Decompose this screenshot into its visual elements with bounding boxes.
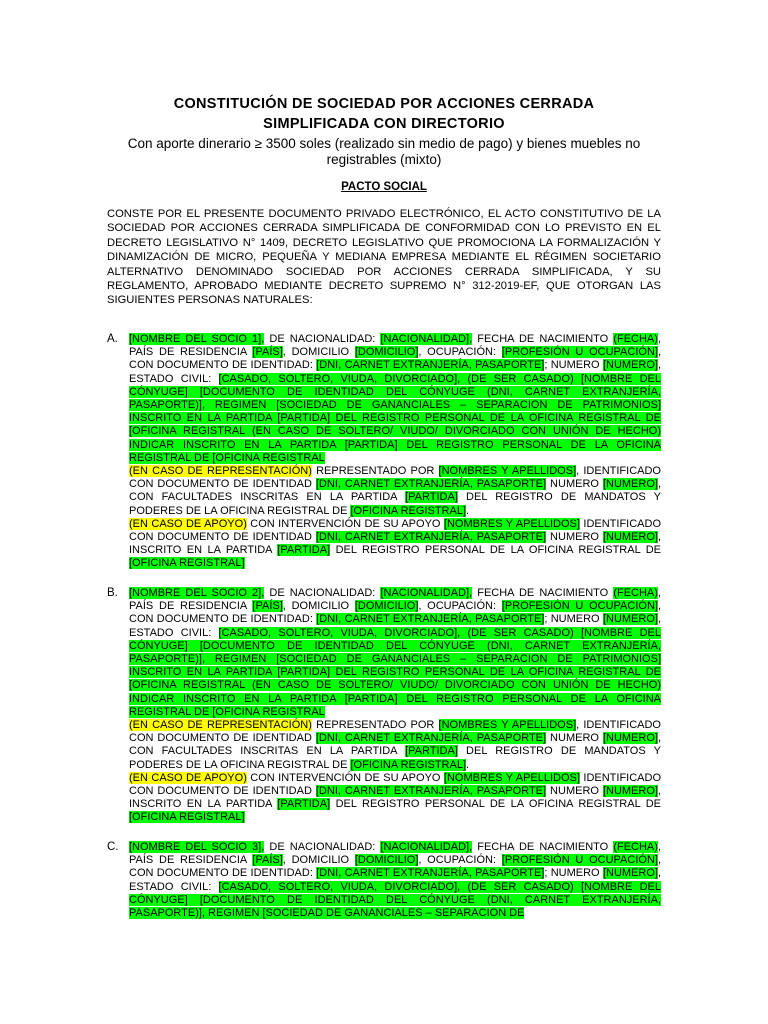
section-heading: PACTO SOCIAL [341, 181, 427, 193]
support-number-field: [NUMERO] [602, 531, 658, 544]
clause-b-representation: (EN CASO DE REPRESENTACIÓN) REPRESENTADO POR [NOMBRES Y APELLIDOS], IDENTIFICADO CON DOCUMENTO DE IDENTIDAD [DNI, CARNET EXTRANJERÍA, PASAPORTE] NUMERO [NUMERO], CON FACULTADES INSCRITAS EN LA PARTIDA [PARTIDA] DEL REGISTRO DE MANDATOS Y PODERES DE LA OFICINA REGISTRAL DE [OFICINA REGISTRAL]. [129, 719, 661, 771]
country-field: [PAÍS] [252, 600, 283, 613]
id-number-field: [NUMERO] [602, 867, 658, 880]
document-title-line1: CONSTITUCIÓN DE SOCIEDAD POR ACCIONES CERRADA [173, 96, 595, 112]
support-name-field: [NOMBRES Y APELLIDOS] [443, 771, 580, 784]
clause-c-personal-data: [NOMBRE DEL SOCIO 3], DE NACIONALIDAD: [NACIONALIDAD], FECHA DE NACIMIENTO (FECHA), PAÍS DE RESIDENCIA [PAÍS], DOMICILIO [DOMICILIO], OCUPACIÓN: [PROFESIÓN U OCUPACIÓN], CON DOCUMENTO DE IDENTIDAD: [DNI, CARNET EXTRANJERÍA, PASAPORTE]; NUMERO [NUMERO], ESTADO CIVIL: [CASADO, SOLTERO, VIUDA, DIVORCIADO], (DE SER CASADO) [NOMBRE DEL CÓNYUGE] [DOCUMENTO DE IDENTIDAD DEL CÓNYUGE (DNI, CARNET EXTRANJERÍA, PASAPORTE)], REGIMEN [SOCIEDAD DE GANANCIALES – SEPARACION DE [129, 841, 661, 920]
occupation-field: [PROFESIÓN U OCUPACIÓN] [501, 600, 658, 613]
id-document-field: [DNI, CARNET EXTRANJERÍA, PASAPORTE] [316, 867, 545, 880]
representative-partida-field: [PARTIDA] [405, 491, 458, 504]
representation-label: (EN CASO DE REPRESENTACIÓN) [129, 465, 312, 478]
birthdate-field: (FECHA) [613, 587, 658, 599]
occupation-field: [PROFESIÓN U OCUPACIÓN] [501, 346, 658, 359]
representative-partida-field: [PARTIDA] [405, 745, 458, 758]
document-subtitle-line1: Con aporte dinerario ≥ 3500 soles (realizado sin medio de pago) y bienes muebles no [127, 136, 641, 151]
clause-a-support: (EN CASO DE APOYO) CON INTERVENCIÓN DE SU APOYO [NOMBRES Y APELLIDOS] IDENTIFICADO CON DOCUMENTO DE IDENTIDAD [DNI, CARNET EXTRANJERÍA, PASAPORTE] NUMERO [NUMERO], INSCRITO EN LA PARTIDA [PARTIDA] DEL REGISTRO PERSONAL DE LA OFICINA REGISTRAL DE [OFICINA REGISTRAL] [129, 517, 662, 570]
clause-letter: B. [107, 587, 118, 599]
support-office-field: [OFICINA REGISTRAL] [129, 811, 245, 824]
address-field: [DOMICILIO] [354, 600, 419, 613]
clause-b [129, 587, 661, 825]
country-field: [PAÍS] [252, 346, 283, 359]
clause-a-personal-data: [NOMBRE DEL SOCIO 1], DE NACIONALIDAD: [NACIONALIDAD], FECHA DE NACIMIENTO (FECHA), PAÍS DE RESIDENCIA [PAÍS], DOMICILIO [DOMICILIO], OCUPACIÓN: [PROFESIÓN U OCUPACIÓN], CON DOCUMENTO DE IDENTIDAD: [DNI, CARNET EXTRANJERÍA, PASAPORTE]; NUMERO [NUMERO], ESTADO CIVIL: [CASADO, SOLTERO, VIUDA, DIVORCIADO], (DE SER CASADO) [NOMBRE DEL CÓNYUGE] [DOCUMENTO DE IDENTIDAD DEL CÓNYUGE (DNI, CARNET EXTRANJERÍA, PASAPORTE)], REGIMEN [SOCIEDAD DE GANANCIALES – SEPARACION DE PATRIMONIOS] INSCRITO EN LA PARTIDA [PARTIDA] DEL REGISTRO PERSONAL DE LA OFICINA REGISTRAL DE [OFICINA REGISTRAL (EN CASO DE SOLTERO/ VIUDO/ DIVORCIADO CON UNIÓN DE HECHO) INDICAR INSCRITO EN LA PARTIDA [PARTIDA] DEL REGISTRO PERSONAL DE LA OFICINA REGISTRAL DE [OFICINA REGISTRAL [129, 333, 662, 464]
representative-document-field: [DNI, CARNET EXTRANJERÍA, PASAPORTE] [315, 478, 547, 491]
nationality-field: [NACIONALIDAD], [380, 587, 473, 599]
support-number-field: [NUMERO] [602, 785, 658, 798]
representative-office-field: [OFICINA REGISTRAL] [350, 758, 467, 771]
representative-number-field: [NUMERO] [602, 478, 658, 491]
clause-a [129, 333, 661, 571]
representative-number-field: [NUMERO] [602, 732, 658, 745]
nationality-field: [NACIONALIDAD], [380, 841, 473, 853]
document-title-line2: SIMPLIFICADA CON DIRECTORIO [263, 116, 505, 132]
id-number-field: [NUMERO] [602, 359, 658, 372]
clause-letter: A. [107, 333, 118, 345]
civil-status-field: [CASADO, SOLTERO, VIUDA, DIVORCIADO], (DE SER CASADO) [NOMBRE DEL CÓNYUGE] [DOCUMENTO DE IDENTIDAD DEL CÓNYUGE (DNI, CARNET EXTRANJERÍA, PASAPORTE)], REGIMEN [SOCIEDAD DE GANANCIALES – SEPARACION DE PATRIMONIOS] INSCRITO EN LA PARTIDA [PARTIDA] DEL REGISTRO PERSONAL DE LA OFICINA REGISTRAL DE [OFICINA REGISTRAL (EN CASO DE SOLTERO/ VIUDO/ DIVORCIADO CON UNIÓN DE HECHO) INDICAR INSCRITO EN LA PARTIDA [PARTIDA] DEL REGISTRO PERSONAL DE LA OFICINA REGISTRAL DE [OFICINA REGISTRAL [129, 372, 662, 464]
socio-name-field: [NOMBRE DEL SOCIO 2], [129, 587, 265, 599]
support-document-field: [DNI, CARNET EXTRANJERÍA, PASAPORTE] [315, 785, 547, 798]
support-office-field: [OFICINA REGISTRAL] [129, 557, 245, 570]
civil-status-field: [CASADO, SOLTERO, VIUDA, DIVORCIADO], (DE SER CASADO) [NOMBRE DEL CÓNYUGE] [DOCUMENTO DE IDENTIDAD DEL CÓNYUGE (DNI, CARNET EXTRANJERÍA, PASAPORTE)], REGIMEN [SOCIEDAD DE GANANCIALES – SEPARACION DE PATRIMONIOS] INSCRITO EN LA PARTIDA [PARTIDA] DEL REGISTRO PERSONAL DE LA OFICINA REGISTRAL DE [OFICINA REGISTRAL (EN CASO DE SOLTERO/ VIUDO/ DIVORCIADO CON UNIÓN DE HECHO) INDICAR INSCRITO EN LA PARTIDA [PARTIDA] DEL REGISTRO PERSONAL DE LA OFICINA REGISTRAL DE [OFICINA REGISTRAL [129, 626, 662, 718]
representation-label: (EN CASO DE REPRESENTACIÓN) [129, 719, 312, 732]
nationality-field: [NACIONALIDAD], [380, 333, 473, 345]
socio-name-field: [NOMBRE DEL SOCIO 1], [129, 333, 265, 345]
civil-status-field: [CASADO, SOLTERO, VIUDA, DIVORCIADO], (DE SER CASADO) [NOMBRE DEL CÓNYUGE] [DOCUMENTO DE IDENTIDAD DEL CÓNYUGE (DNI, CARNET EXTRANJERÍA, PASAPORTE)], REGIMEN [SOCIEDAD DE GANANCIALES – SEPARACION DE [129, 880, 661, 920]
clause-a-representation: (EN CASO DE REPRESENTACIÓN) REPRESENTADO POR [NOMBRES Y APELLIDOS], IDENTIFICADO CON DOCUMENTO DE IDENTIDAD [DNI, CARNET EXTRANJERÍA, PASAPORTE] NUMERO [NUMERO], CON FACULTADES INSCRITAS EN LA PARTIDA [PARTIDA] DEL REGISTRO DE MANDATOS Y PODERES DE LA OFICINA REGISTRAL DE [OFICINA REGISTRAL]. [129, 465, 661, 517]
clause-c [129, 841, 661, 921]
representative-name-field: [NOMBRES Y APELLIDOS] [438, 719, 577, 732]
intro-paragraph [107, 207, 661, 308]
representative-document-field: [DNI, CARNET EXTRANJERÍA, PASAPORTE] [315, 732, 547, 745]
representative-office-field: [OFICINA REGISTRAL] [350, 504, 467, 517]
representative-name-field: [NOMBRES Y APELLIDOS] [438, 465, 577, 478]
intro-text: CONSTE POR EL PRESENTE DOCUMENTO PRIVADO ELECTRÓNICO, EL ACTO CONSTITUTIVO DE LA SOCIEDAD POR ACCIONES CERRADA SIMPLIFICADA DE CONFORMIDAD CON LO PREVISTO EN EL DECRETO LEGISLATIVO N° 1409, DECRETO LEGISLATIVO QUE PROMOCIONA LA FORMALIZACIÓN Y DINAMIZACIÓN DE MICRO, PEQUEÑA Y MEDIANA EMPRESA MEDIANTE EL RÉGIMEN SOCIETARIO ALTERNATIVO DENOMINADO SOCIEDAD POR ACCIONES CERRADA SIMPLIFICADA, Y SU REGLAMENTO, APROBADO MEDIANTE DECRETO SUPREMO N° 312-2019-EF, QUE OTORGAN LAS SIGUIENTES PERSONAS NATURALES: [107, 208, 661, 307]
socio-name-field: [NOMBRE DEL SOCIO 3], [129, 841, 265, 853]
support-name-field: [NOMBRES Y APELLIDOS] [443, 517, 580, 530]
id-number-field: [NUMERO] [602, 613, 658, 626]
id-document-field: [DNI, CARNET EXTRANJERÍA, PASAPORTE] [316, 359, 545, 372]
support-partida-field: [PARTIDA] [277, 798, 331, 811]
support-partida-field: [PARTIDA] [277, 544, 331, 557]
birthdate-field: (FECHA) [613, 841, 658, 853]
birthdate-field: (FECHA) [613, 333, 658, 345]
support-document-field: [DNI, CARNET EXTRANJERÍA, PASAPORTE] [315, 531, 547, 544]
id-document-field: [DNI, CARNET EXTRANJERÍA, PASAPORTE] [316, 613, 545, 626]
clause-b-personal-data: [NOMBRE DEL SOCIO 2], DE NACIONALIDAD: [NACIONALIDAD], FECHA DE NACIMIENTO (FECHA), PAÍS DE RESIDENCIA [PAÍS], DOMICILIO [DOMICILIO], OCUPACIÓN: [PROFESIÓN U OCUPACIÓN], CON DOCUMENTO DE IDENTIDAD: [DNI, CARNET EXTRANJERÍA, PASAPORTE]; NUMERO [NUMERO], ESTADO CIVIL: [CASADO, SOLTERO, VIUDA, DIVORCIADO], (DE SER CASADO) [NOMBRE DEL CÓNYUGE] [DOCUMENTO DE IDENTIDAD DEL CÓNYUGE (DNI, CARNET EXTRANJERÍA, PASAPORTE)], REGIMEN [SOCIEDAD DE GANANCIALES – SEPARACION DE PATRIMONIOS] INSCRITO EN LA PARTIDA [PARTIDA] DEL REGISTRO PERSONAL DE LA OFICINA REGISTRAL DE [OFICINA REGISTRAL (EN CASO DE SOLTERO/ VIUDO/ DIVORCIADO CON UNIÓN DE HECHO) INDICAR INSCRITO EN LA PARTIDA [PARTIDA] DEL REGISTRO PERSONAL DE LA OFICINA REGISTRAL DE [OFICINA REGISTRAL [129, 587, 662, 718]
support-label: (EN CASO DE APOYO) [129, 517, 247, 530]
country-field: [PAÍS] [252, 854, 283, 867]
support-label: (EN CASO DE APOYO) [129, 771, 247, 784]
document-subtitle-line2: registrables (mixto) [326, 152, 442, 167]
clause-letter: C. [107, 841, 119, 853]
address-field: [DOMICILIO] [354, 854, 419, 867]
address-field: [DOMICILIO] [354, 346, 419, 359]
occupation-field: [PROFESIÓN U OCUPACIÓN] [501, 854, 658, 867]
clause-b-support: (EN CASO DE APOYO) CON INTERVENCIÓN DE SU APOYO [NOMBRES Y APELLIDOS] IDENTIFICADO CON DOCUMENTO DE IDENTIDAD [DNI, CARNET EXTRANJERÍA, PASAPORTE] NUMERO [NUMERO], INSCRITO EN LA PARTIDA [PARTIDA] DEL REGISTRO PERSONAL DE LA OFICINA REGISTRAL DE [OFICINA REGISTRAL] [129, 771, 662, 824]
